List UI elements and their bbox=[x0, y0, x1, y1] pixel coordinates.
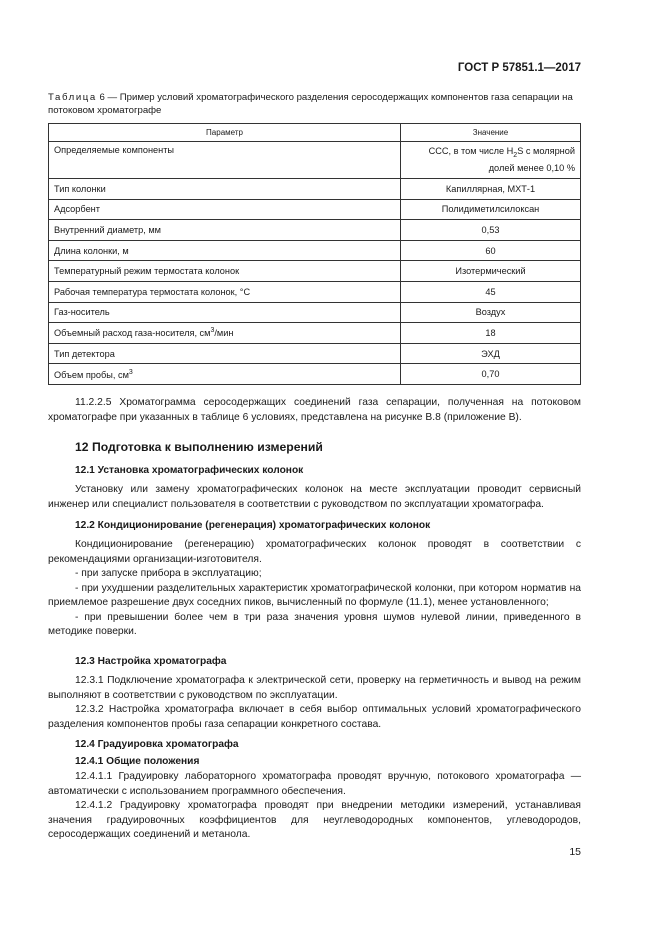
subsection-12-4-title: 12.4 Градуировка хроматографа bbox=[75, 739, 239, 750]
list-item: - при ухудшении разделительных характеристик хроматографической колонки, при котором норматив на приемлемое разрешение двух соседних пиков, вычисленный по формуле (11.1), менее установленного; bbox=[48, 582, 581, 608]
doc-number-header: ГОСТ Р 57851.1—2017 bbox=[457, 62, 581, 74]
table-row bbox=[49, 323, 581, 344]
paragraph-12-4-1: 12.4.1.1 Градуировку лабораторного хроматографа проводят вручную, потокового хроматографа — автоматически с использованием программного обеспечения. 12.4.1.2 Градуировку хроматографа проводят при внедрении методики измерений, устанавливая значения градуировочных коэффициентов для неуглеводородных компонентов, углеводородов, серосодержащих соединений и метанола. bbox=[48, 771, 581, 840]
subsection-12-3-title: 12.3 Настройка хроматографа bbox=[75, 656, 227, 667]
paragraph-12-3: 12.3.1 Подключение хроматографа к электрической сети, проверку на герметичность и вывод на режим выполняют в соответствии с руководством по эксплуатации. 12.3.2 Настройка хроматографа включает в себя выбор оптимальных условий хроматографического разделения компонентов пробы газа сепарации конкретного состава. bbox=[48, 675, 581, 730]
value-cell: 0,70 bbox=[401, 364, 581, 385]
col-header-param: Параметр bbox=[49, 124, 401, 142]
list-item: - при запуске прибора в эксплуатацию; bbox=[75, 568, 262, 579]
list-item: - при превышении более чем в три раза значения уровня шумов нулевой линии, приведенного в методике поверки. bbox=[48, 611, 581, 637]
table-row bbox=[49, 220, 581, 241]
paragraph-12-1: Установку или замену хроматографических колонок на месте эксплуатации проводит сервисный инженер или специалист пользователя в соответствии с руководством по эксплуатации хроматографа. bbox=[48, 484, 581, 510]
value-cell: Изотермический bbox=[401, 261, 581, 282]
param-cell: Внутренний диаметр, мм bbox=[49, 220, 401, 241]
param-cell: Определяемые компоненты bbox=[49, 142, 401, 179]
table-row bbox=[49, 179, 581, 200]
param-cell: Тип колонки bbox=[49, 179, 401, 200]
value-cell: 45 bbox=[401, 281, 581, 302]
param-cell: Тип детектора bbox=[49, 343, 401, 364]
subsection-12-4-1-title: 12.4.1 Общие положения bbox=[75, 756, 200, 767]
table-header-row bbox=[49, 124, 581, 142]
section-12-title: 12 Подготовка к выполнению измерений bbox=[75, 440, 323, 454]
caption-label: Таблица bbox=[48, 92, 97, 103]
table-row bbox=[49, 281, 581, 302]
value-cell: Капиллярная, МХТ-1 bbox=[401, 179, 581, 200]
table-row bbox=[49, 261, 581, 282]
value-cell: ССС, в том числе $H_2S$ с молярной долей менее 0,10 % bbox=[401, 142, 581, 179]
table-row bbox=[49, 240, 581, 261]
page-number: 15 bbox=[569, 846, 581, 858]
caption-text: 6 — Пример условий хроматографического разделения серосодержащих компонентов газа сепарации на потоковом хроматографе bbox=[48, 92, 573, 116]
param-cell: Длина колонки, м bbox=[49, 240, 401, 261]
param-cell: Объемный расход газа-носителя, $см^3$/мин bbox=[49, 323, 401, 344]
param-cell: Рабочая температура термостата колонок, °С bbox=[49, 281, 401, 302]
value-cell: 18 bbox=[401, 323, 581, 344]
value-cell: Полидиметилсилоксан bbox=[401, 199, 581, 220]
subsection-12-2-title: 12.2 Кондиционирование (регенерация) хроматографических колонок bbox=[75, 520, 431, 531]
value-cell: 0,53 bbox=[401, 220, 581, 241]
value-cell: 60 bbox=[401, 240, 581, 261]
table-row bbox=[49, 199, 581, 220]
param-cell: Газ-носитель bbox=[49, 302, 401, 323]
subsection-12-1-title: 12.1 Установка хроматографических колонок bbox=[75, 465, 304, 476]
param-cell: Адсорбент bbox=[49, 199, 401, 220]
paragraph-12-2: Кондиционирование (регенерацию) хроматографических колонок проводят в соответствии с рекомендациями организации-изготовителя. - при запуске прибора в эксплуатацию; - при ухудшении разделительных характеристик хроматографической колонки, при котором норматив на приемлемое разрешение двух соседних пиков, вычисленный по формуле (11.1), менее установленного; - при превышении более чем в три раза значения уровня шумов нулевой линии, приведенного в методике поверки. bbox=[48, 538, 581, 640]
table-row bbox=[49, 343, 581, 364]
param-cell: Объем пробы, $см^3$ bbox=[49, 364, 401, 385]
table-row bbox=[49, 302, 581, 323]
col-header-value: Значение bbox=[401, 124, 581, 142]
param-cell: Температурный режим термостата колонок bbox=[49, 261, 401, 282]
value-cell: Воздух bbox=[401, 302, 581, 323]
table-caption bbox=[48, 92, 584, 117]
table-row bbox=[49, 142, 581, 179]
conditions-table bbox=[48, 123, 581, 385]
paragraph-11-2-2-5: 11.2.2.5 Хроматограмма серосодержащих соединений газа сепарации, полученная на потоковом хроматографе при указанных в таблице 6 условиях, представлена на рисунке В.8 (приложение В). bbox=[48, 397, 581, 423]
value-cell: ЭХД bbox=[401, 343, 581, 364]
table-row bbox=[49, 364, 581, 385]
